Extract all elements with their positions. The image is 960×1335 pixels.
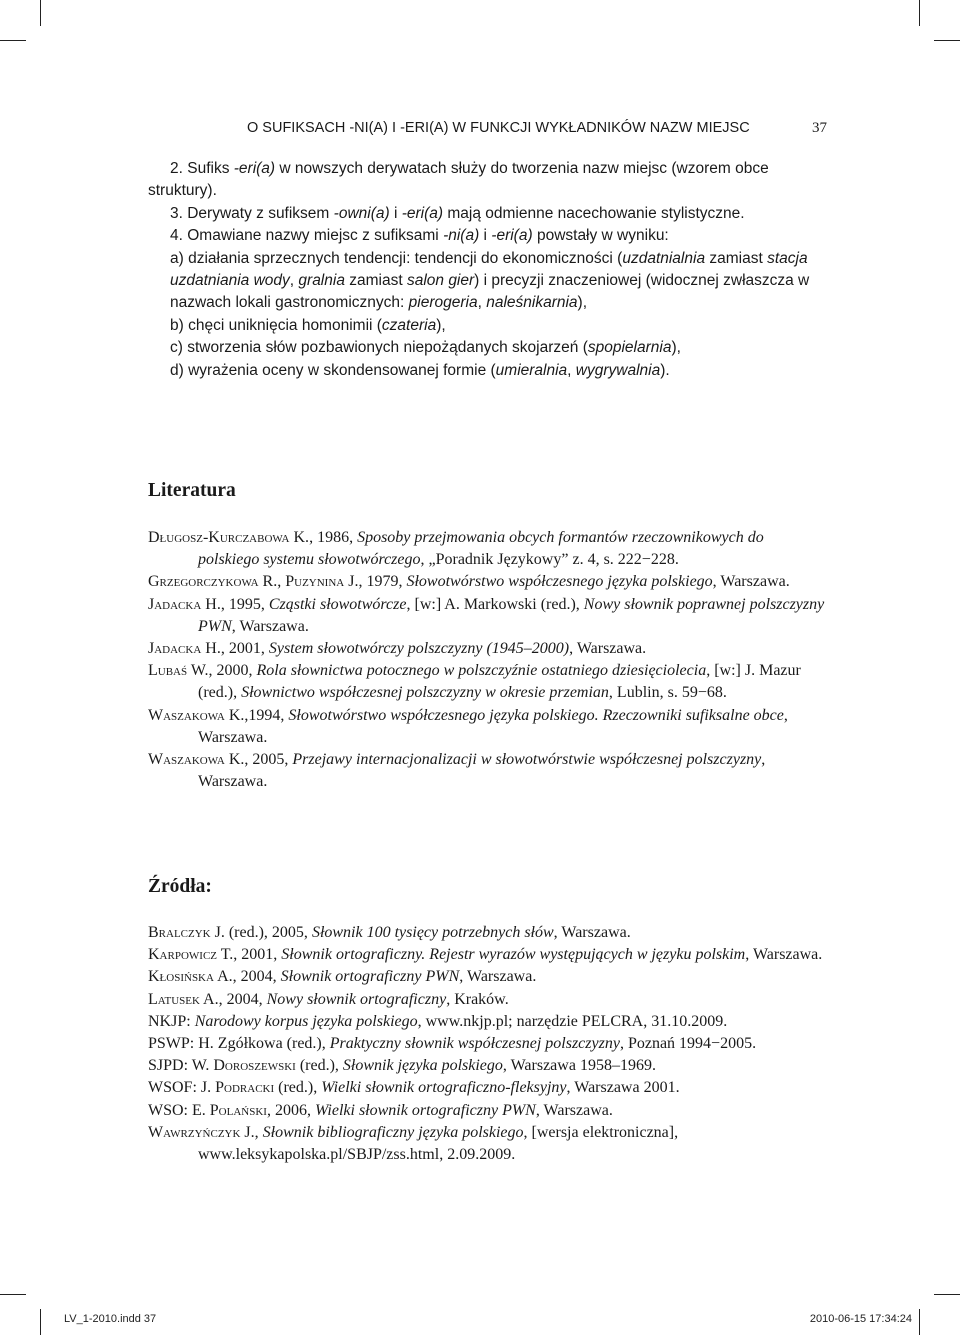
list-item: c) stworzenia słów pozbawionych niepożądanych skojarzeń (spopielarnia), [170,339,681,357]
crop-mark [0,1294,26,1295]
author-name: Latusek A. [148,990,219,1008]
author-name: Długosz-Kurczabowa K. [148,529,310,546]
footer-date: 2010-06-15 17:34:24 [809,1313,912,1325]
list-item: 4. Omawiane nazwy miejsc z sufiksami -ni(a) i -eri(a) powstały w wyniku: [170,227,669,245]
italic-text: Praktyczny słownik współczesnej polszczyzny [329,1035,620,1053]
list-item: Latusek A., 2004, Nowy słownik ortograficzny, Kraków. [148,990,509,1008]
italic-text: Wielki słownik ortograficzno-fleksyjny [321,1079,567,1097]
italic-text: wygrywalnia [575,361,661,379]
author-name: Grzegorczykowa R. [148,573,278,591]
italic-text: salon gier [406,272,475,290]
author-name: Wawrzyńczyk J. [148,1123,255,1141]
crop-mark [934,1294,960,1295]
author-name: Waszakowa K. [148,706,245,724]
list-item: NKJP: Narodowy korpus języka polskiego, www.nkjp.pl; narzędzie PELCRA, 31.10.2009. [148,1012,728,1030]
author-name: Lubaś W. [148,662,209,680]
list-item: 2. Sufiks -eri(a) w nowszych derywatach służy do tworzenia nazw miejsc (wzorem obce struktury). [148,160,769,200]
author-name: Jadacka H. [148,640,221,658]
list-item: Waszakowa K., 2005, Przejawy internacjonalizacji w słowotwórstwie współczesnej polszczyzny, Warszawa. [148,751,766,791]
italic-text: uzdatnialnia [622,249,706,267]
author-name: Waszakowa K. [148,751,245,769]
italic-text: -eri(a) [233,160,276,177]
italic-text: czateria [381,316,437,334]
italic-text: Słownictwo współczesnej polszczyzny w okresie przemian [241,684,609,702]
list-item: WSO: E. Polański, 2006, Wielki słownik ortograficzny PWN, Warszawa. [148,1101,613,1119]
italic-text: naleśnikarnia [486,294,578,312]
author-name: Bralczyk J. [148,924,225,941]
list-item: Waszakowa K.,1994, Słowotwórstwo współczesnego języka polskiego. Rzeczowniki sufiksalne obce, Warszawa. [148,706,788,746]
italic-text: Wielki słownik ortograficzny PWN [314,1101,536,1119]
author-name: Kłosińska A. [148,968,233,986]
list-item: b) chęci uniknięcia homonimii (czateria), [170,316,446,334]
italic-text: Słownik języka polskiego [342,1057,503,1075]
list-item: Bralczyk J. (red.), 2005, Słownik 100 tysięcy potrzebnych słów, Warszawa. [148,924,631,941]
list-item: a) działania sprzecznych tendencji: tendencji do ekonomiczności (uzdatnialnia zamiast stacja uzdatniania wody, gralnia zamiast salon gier) i precyzji znaczeniowej (widocznej zwłaszcza w nazwach lokali gastronomicznych: pierogeria, naleśnikarnia), [170,249,810,312]
list-item: PSWP: H. Zgółkowa (red.), Praktyczny słownik współczesnej polszczyzny, Poznań 1994−2005. [148,1035,757,1053]
author-name: Polański [209,1101,267,1119]
italic-text: Słownik 100 tysięcy potrzebnych słów [311,924,554,941]
italic-text: Słownik ortograficzny. Rejestr wyrazów występujących w języku polskim [281,946,746,964]
italic-text: Nowy słownik ortograficzny [266,990,447,1008]
italic-text: Słowotwórstwo współczesnego języka polskiego. Rzeczowniki sufiksalne obce [288,706,784,724]
crop-mark [919,0,920,26]
author-name: Karpowicz T. [148,946,234,964]
literatura-heading: Literatura [148,480,236,501]
list-item: Jadacka H., 2001, System słowotwórczy polszczyzny (1945–2000), Warszawa. [148,640,647,658]
crop-mark [934,40,960,41]
italic-text: umieralnia [495,361,568,379]
list-item: 3. Derywaty z sufiksem -owni(a) i -eri(a) mają odmienne nacechowanie stylistyczne. [170,204,745,222]
italic-text: -eri(a) [401,204,444,222]
sub-points [148,248,828,382]
author-name: Podracki [215,1079,275,1097]
list-item: SJPD: W. Doroszewski (red.), Słownik języka polskiego, Warszawa 1958–1969. [148,1057,656,1075]
italic-text: gralnia [298,272,345,290]
italic-text: Narodowy korpus języka polskiego [194,1012,418,1030]
list-item: Lubaś W., 2000, Rola słownictwa potocznego w polszczyźnie ostatniego dziesięciolecia, [w:] J. Mazur (red.), Słownictwo współczesnej polszczyzny w okresie przemian, Lublin, s. 59−68. [148,662,801,702]
list-item: Kłosińska A., 2004, Słownik ortograficzny PWN, Warszawa. [148,968,537,986]
running-title: O SUFIKSACH -NI(A) I -ERI(A) W FUNKCJI WYKŁADNIKÓW NAZW MIEJSC [247,120,750,136]
list-item: d) wyrażenia oceny w skondensowanej formie (umieralnia, wygrywalnia). [170,361,670,379]
crop-mark [40,0,41,26]
page-number: 37 [812,120,827,136]
zrodla-heading: Źródła: [148,876,212,897]
italic-text: Sposoby przejmowania obcych formantów rzeczownikowych do polskiego systemu słowotwórczego [198,529,764,569]
numbered-points [148,158,828,248]
italic-text: System słowotwórczy polszczyzny (1945–2000) [268,640,570,658]
italic-text: Rola słownictwa potocznego w polszczyźnie ostatniego dziesięciolecia [256,662,707,680]
italic-text: Przejawy internacjonalizacji w słowotwórstwie współczesnej polszczyzny [292,751,762,769]
crop-mark [40,1309,41,1335]
author-name: Puzynina J. [285,573,359,591]
italic-text: Nowy słownik poprawnej polszczyzny PWN [198,595,825,635]
crop-mark [919,1309,920,1335]
italic-text: -eri(a) [491,227,533,245]
conclusions-list [148,158,828,382]
list-item: Grzegorczykowa R., Puzynina J., 1979, Słowotwórstwo współczesnego języka polskiego, Warszawa. [148,573,790,591]
list-item: WSOF: J. Podracki (red.), Wielki słownik ortograficzno-fleksyjny, Warszawa 2001. [148,1079,680,1097]
list-item: Karpowicz T., 2001, Słownik ortograficzny. Rejestr wyrazów występujących w języku polskim, Warszawa. [148,946,823,964]
italic-text: Słownik bibliograficzny języka polskiego [262,1123,524,1141]
running-header [247,120,827,140]
italic-text: Cząstki słowotwórcze [268,595,407,613]
italic-text: -owni(a) [333,204,390,222]
author-name: Jadacka H. [148,595,221,613]
footer-file: LV_1-2010.indd 37 [64,1313,157,1325]
literatura-list [148,527,828,793]
italic-text: Słowotwórstwo współczesnego języka polskiego [406,573,713,591]
italic-text: -ni(a) [443,227,480,245]
italic-text: Słownik ortograficzny PWN [280,968,460,986]
zrodla-list [148,922,828,1166]
list-item: Wawrzyńczyk J., Słownik bibliograficzny języka polskiego, [wersja elektroniczna], www.leksykapolska.pl/SBJP/zss.html, 2.09.2009. [148,1123,679,1164]
author-name: Doroszewski [213,1057,296,1075]
list-item: Jadacka H., 1995, Cząstki słowotwórcze, [w:] A. Markowski (red.), Nowy słownik poprawnej polszczyzny PWN, Warszawa. [148,595,825,635]
italic-text: spopielarnia [587,339,672,357]
list-item: Długosz-Kurczabowa K., 1986, Sposoby przejmowania obcych formantów rzeczownikowych do polskiego systemu słowotwórczego, „Poradnik Językowy” z. 4, s. 222−228. [148,529,764,569]
italic-text: pierogeria [408,294,478,312]
italic-text: stacja uzdatniania wody [170,249,808,290]
crop-mark [0,40,26,41]
